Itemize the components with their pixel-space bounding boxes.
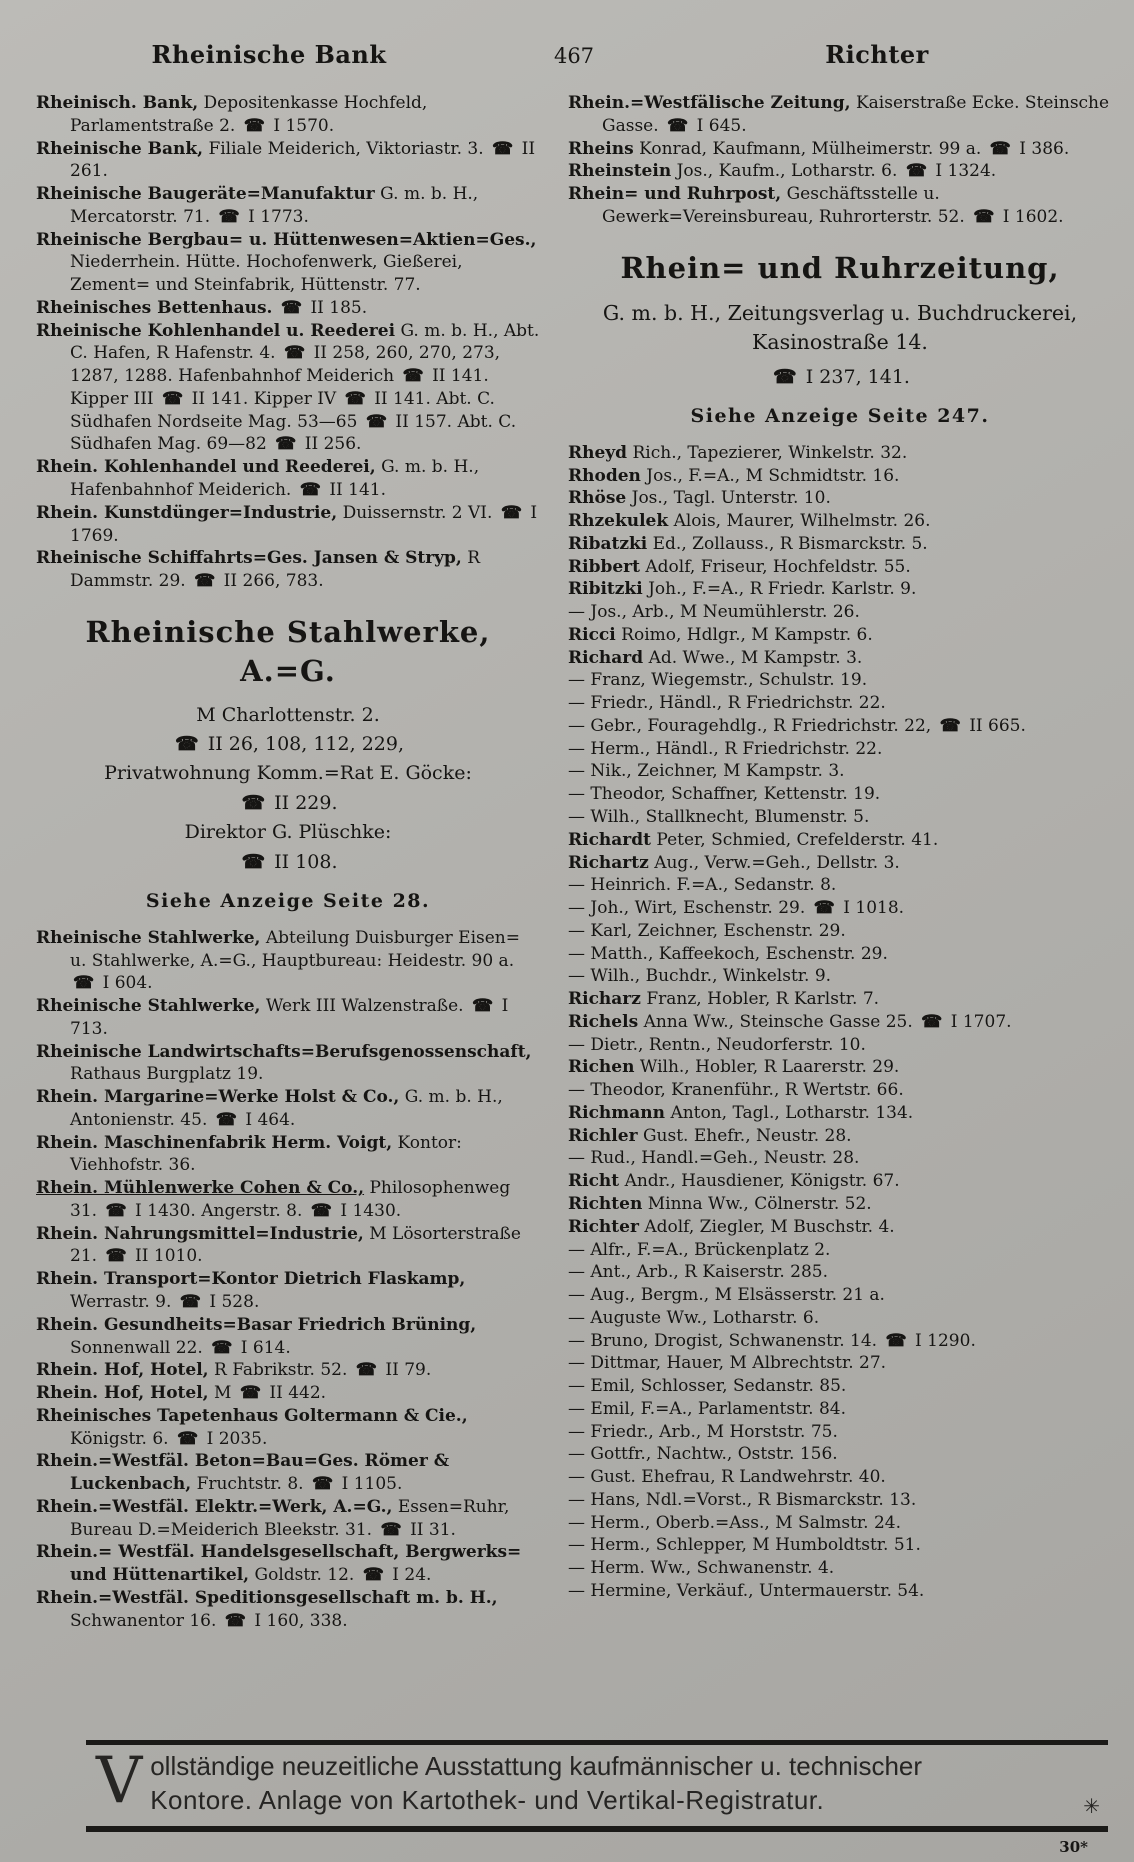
phone-icon: ☎ bbox=[243, 115, 265, 136]
page-number: 467 bbox=[553, 44, 595, 68]
phone-icon: ☎ bbox=[773, 365, 797, 388]
directory-entry: Rheinische Bank, Filiale Meiderich, Viktoriastr. 3. ☎ II 261. bbox=[36, 138, 536, 182]
directory-entry: — Herm., Oberb.=Ass., M Salmstr. 24. bbox=[568, 1512, 902, 1533]
entry-name: Rhein.=Westfäl. Elektr.=Werk, A.=G., bbox=[36, 1496, 393, 1517]
directory-entry: Rheinstein Jos., Kaufm., Lotharstr. 6. ☎ I 1324. bbox=[568, 161, 997, 182]
entry-name: Rheinische Stahlwerke, bbox=[36, 927, 261, 948]
phone-icon: ☎ bbox=[885, 1330, 907, 1351]
directory-entry: Rheinische Kohlenhandel u. Reederei G. m. b. H., Abt. C. Hafen, R Hafenstr. 4. ☎ II 258, 260, 270, 273, 1287, 1288. Hafenbahnhof Meiderich ☎ II 141. Kipper III ☎ II 141. Kipper IV ☎ II 141. Abt. C. Südhafen Nordseite Mag. 53—65 ☎ II 157. Abt. C. Südhafen Mag. 69—82 ☎ II 256. bbox=[36, 320, 540, 455]
directory-entry: — Theodor, Schaffner, Kettenstr. 19. bbox=[568, 784, 881, 805]
display-line: Siehe Anzeige Seite 28. bbox=[145, 890, 431, 913]
directory-entry: — Joh., Wirt, Eschenstr. 29. ☎ I 1018. bbox=[568, 898, 905, 919]
directory-entry: Rheinische Schiffahrts=Ges. Jansen & Stryp, R Dammstr. 29. ☎ II 266, 783. bbox=[36, 548, 481, 592]
left-column bbox=[36, 92, 540, 1740]
directory-entry: Rhein= und Ruhrpost, Geschäftsstelle u. Gewerk=Vereinsbureau, Ruhrorterstr. 52. ☎ I 1602. bbox=[568, 184, 1064, 227]
directory-entry: — Rud., Handl.=Geh., Neustr. 28. bbox=[568, 1148, 860, 1169]
directory-entry: — Theodor, Kranenführ., R Wertstr. 66. bbox=[568, 1080, 904, 1101]
directory-entry: Rhein. Hof, Hotel, M ☎ II 442. bbox=[36, 1383, 327, 1404]
phone-icon: ☎ bbox=[355, 1360, 377, 1381]
phone-icon: ☎ bbox=[224, 1610, 246, 1631]
column-gap bbox=[540, 92, 568, 1740]
entry-name: Rheinische Baugeräte=Manufaktur bbox=[36, 184, 375, 205]
header-left-keyword: Rheinische Bank bbox=[151, 40, 387, 69]
phone-icon: ☎ bbox=[162, 388, 184, 409]
directory-entry: Ribatzki Ed., Zollauss., R Bismarckstr. 5. bbox=[568, 533, 928, 554]
phone-icon: ☎ bbox=[177, 1428, 199, 1449]
phone-icon: ☎ bbox=[667, 115, 689, 136]
phone-icon: ☎ bbox=[299, 480, 321, 501]
directory-entry: Richmann Anton, Tagl., Lotharstr. 134. bbox=[568, 1102, 914, 1123]
directory-entry: Rhoden Jos., F.=A., M Schmidtstr. 16. bbox=[568, 465, 900, 486]
entry-name: Rhein.=Westfäl. Beton=Bau=Ges. Römer & Luckenbach, bbox=[36, 1451, 450, 1495]
entry-name: Rhein. Mühlenwerke Cohen & Co., bbox=[36, 1178, 365, 1199]
phone-icon: ☎ bbox=[500, 502, 522, 523]
directory-entry: Rheinisches Tapetenhaus Goltermann & Cie., Königstr. 6. ☎ I 2035. bbox=[36, 1405, 468, 1449]
phone-icon: ☎ bbox=[239, 1383, 261, 1404]
directory-entry: Rhöse Jos., Tagl. Unterstr. 10. bbox=[568, 488, 831, 509]
directory-entry: — Herm. Ww., Schwanenstr. 4. bbox=[568, 1558, 835, 1579]
directory-entry: Rhein. Kunstdünger=Industrie, Duissernstr. 2 VI. ☎ I 1769. bbox=[36, 502, 538, 546]
phone-icon: ☎ bbox=[241, 850, 266, 873]
directory-entry: Rhein.=Westfäl. Elektr.=Werk, A.=G., Essen=Ruhr, Bureau D.=Meiderich Bleekstr. 31. ☎ II 31. bbox=[36, 1496, 510, 1540]
entry-name: Rheinische Stahlwerke, bbox=[36, 996, 261, 1017]
display-heading: Rheinische Stahlwerke, A.=G. bbox=[85, 614, 491, 688]
directory-entry: — Heinrich. F.=A., Sedanstr. 8. bbox=[568, 875, 837, 896]
phone-icon: ☎ bbox=[939, 715, 961, 736]
display-line: ☎ I 237, 141. bbox=[568, 365, 1112, 390]
directory-entry: Richarz Franz, Hobler, R Karlstr. 7. bbox=[568, 989, 880, 1010]
directory-entry: — Auguste Ww., Lotharstr. 6. bbox=[568, 1307, 820, 1328]
entry-name: Richartz bbox=[568, 852, 649, 873]
display-line: ☎ II 108. bbox=[36, 850, 540, 875]
entry-name: Rhein. Transport=Kontor Dietrich Flaskamp, bbox=[36, 1269, 466, 1290]
phone-icon: ☎ bbox=[973, 206, 995, 227]
directory-entry: Rhein. Hof, Hotel, R Fabrikstr. 52. ☎ II 79. bbox=[36, 1360, 432, 1381]
directory-entry: — Ant., Arb., R Kaiserstr. 285. bbox=[568, 1262, 829, 1283]
phone-icon: ☎ bbox=[362, 1565, 384, 1586]
directory-entry: Rhein.= Westfäl. Handelsgesellschaft, Bergwerks= und Hüttenartikel, Goldstr. 12. ☎ I 24. bbox=[36, 1542, 522, 1586]
phone-icon: ☎ bbox=[905, 161, 927, 182]
directory-entry: Rhzekulek Alois, Maurer, Wilhelmstr. 26. bbox=[568, 511, 931, 532]
entry-name: Richarz bbox=[568, 989, 641, 1010]
entry-name: Richels bbox=[568, 1011, 639, 1032]
entry-name: Rhein. Nahrungsmittel=Industrie, bbox=[36, 1223, 364, 1244]
directory-entry: — Dittmar, Hauer, M Albrechtstr. 27. bbox=[568, 1353, 887, 1374]
directory-entry: — Dietr., Rentn., Neudorferstr. 10. bbox=[568, 1034, 866, 1055]
phone-icon: ☎ bbox=[215, 1109, 237, 1130]
directory-entry: — Matth., Kaffeekoch, Eschenstr. 29. bbox=[568, 943, 888, 964]
directory-entry: Rhein.=Westfäl. Speditionsgesellschaft m. b. H., Schwanentor 16. ☎ I 160, 338. bbox=[36, 1587, 498, 1631]
phone-icon: ☎ bbox=[280, 297, 303, 318]
directory-entry: — Jos., Arb., M Neumühlerstr. 26. bbox=[568, 602, 860, 623]
directory-entry: — Franz, Wiegemstr., Schulstr. 19. bbox=[568, 670, 868, 691]
entry-name: Rhein.= Westfäl. Handelsgesellschaft, Bergwerks= und Hüttenartikel, bbox=[36, 1542, 522, 1586]
phone-icon: ☎ bbox=[179, 1291, 201, 1312]
display-heading: Rhein= und Ruhrzeitung, bbox=[620, 250, 1060, 285]
phone-icon: ☎ bbox=[211, 1337, 233, 1358]
directory-entry: — Gust. Ehefrau, R Landwehrstr. 40. bbox=[568, 1467, 886, 1488]
entry-name: Rhoden bbox=[568, 465, 641, 486]
directory-entry: — Friedr., Arb., M Horststr. 75. bbox=[568, 1421, 838, 1442]
page-header bbox=[34, 40, 1110, 69]
display-line: M Charlottenstr. 2. bbox=[196, 703, 380, 726]
directory-entry: — Gebr., Fouragehdlg., R Friedrichstr. 22, ☎ II 665. bbox=[568, 715, 1026, 736]
directory-entry: — Nik., Zeichner, M Kampstr. 3. bbox=[568, 761, 845, 782]
directory-entry: — Gottfr., Nachtw., Oststr. 156. bbox=[568, 1444, 838, 1465]
entry-name: Richen bbox=[568, 1057, 635, 1078]
phone-icon: ☎ bbox=[921, 1011, 943, 1032]
directory-entry: Rhein. Nahrungsmittel=Industrie, M Lösorterstraße 21. ☎ II 1010. bbox=[36, 1223, 521, 1267]
phone-icon: ☎ bbox=[275, 434, 297, 455]
directory-entry: Richels Anna Ww., Steinsche Gasse 25. ☎ I 1707. bbox=[568, 1011, 1012, 1032]
entry-name: Rheyd bbox=[568, 442, 628, 463]
directory-entry: — Hermine, Verkäuf., Untermauerstr. 54. bbox=[568, 1581, 925, 1602]
entry-name: Rheins bbox=[568, 138, 634, 159]
directory-entry: Ribbert Adolf, Friseur, Hochfeldstr. 55. bbox=[568, 556, 911, 577]
entry-name: Ribatzki bbox=[568, 533, 648, 554]
directory-entry: Rheyd Rich., Tapezierer, Winkelstr. 32. bbox=[568, 442, 908, 463]
display-line: G. m. b. H., Zeitungsverlag u. Buchdruckerei, Kasinostraße 14. bbox=[602, 301, 1078, 355]
directory-entry: Rheinische Bergbau= u. Hüttenwesen=Aktien=Ges., Niederrhein. Hütte. Hochofenwerk, Gießerei, Zement= und Steinfabrik, Hüttenstr. 77. bbox=[36, 229, 537, 296]
entry-name: Rhein. Maschinenfabrik Herm. Voigt, bbox=[36, 1132, 393, 1153]
entry-name: Rheinische Bank, bbox=[36, 138, 204, 159]
entry-name: Rhein.=Westfäl. Speditionsgesellschaft m. b. H., bbox=[36, 1587, 498, 1608]
entry-name: Rheinische Landwirtschafts=Berufsgenossenschaft, bbox=[36, 1041, 532, 1062]
directory-entry: — Wilh., Stallknecht, Blumenstr. 5. bbox=[568, 806, 870, 827]
phone-icon: ☎ bbox=[380, 1519, 402, 1540]
entry-name: Richt bbox=[568, 1171, 620, 1192]
directory-entry: Rhein.=Westfäl. Beton=Bau=Ges. Römer & Luckenbach, Fruchtstr. 8. ☎ I 1105. bbox=[36, 1451, 450, 1495]
entry-name: Richten bbox=[568, 1194, 643, 1214]
directory-entry: — Bruno, Drogist, Schwanenstr. 14. ☎ I 1290. bbox=[568, 1330, 976, 1351]
entry-name: Richardt bbox=[568, 829, 652, 850]
entry-name: Rhein.=Westfälische Zeitung, bbox=[568, 93, 851, 113]
sheet-signature-mark: 30* bbox=[1059, 1838, 1088, 1856]
display-line: Privatwohnung Komm.=Rat E. Göcke: bbox=[104, 762, 472, 785]
directory-entry: — Hans, Ndl.=Vorst., R Bismarckstr. 13. bbox=[568, 1489, 917, 1510]
entry-name: Rhein. Margarine=Werke Holst & Co., bbox=[36, 1087, 400, 1108]
entry-name: Rheinische Kohlenhandel u. Reederei bbox=[36, 320, 396, 341]
directory-entry: — Emil, Schlosser, Sedanstr. 85. bbox=[568, 1376, 847, 1397]
phone-icon: ☎ bbox=[311, 1474, 334, 1495]
directory-entry: Richten Minna Ww., Cölnerstr. 52. bbox=[568, 1194, 872, 1214]
entry-name: Rheinstein bbox=[568, 161, 672, 182]
footer-dropcap-initial: V bbox=[96, 1744, 143, 1818]
directory-entry: Richardt Peter, Schmied, Crefelderstr. 41. bbox=[568, 829, 939, 850]
phone-icon: ☎ bbox=[105, 1246, 127, 1267]
header-right-keyword: Richter bbox=[825, 40, 929, 69]
phone-icon: ☎ bbox=[989, 138, 1011, 159]
right-column bbox=[568, 92, 1112, 1740]
entry-name: Rheinische Bergbau= u. Hüttenwesen=Aktien=Ges., bbox=[36, 229, 537, 250]
directory-entry: Richler Gust. Ehefr., Neustr. 28. bbox=[568, 1125, 852, 1146]
directory-entry: Richen Wilh., Hobler, R Laarerstr. 29. bbox=[568, 1057, 900, 1078]
directory-entry: — Alfr., F.=A., Brückenplatz 2. bbox=[568, 1239, 831, 1260]
entry-name: Rhein. Kohlenhandel und Reederei, bbox=[36, 457, 376, 478]
columns bbox=[36, 92, 1112, 1740]
directory-entry: Rheinische Baugeräte=Manufaktur G. m. b. H., Mercatorstr. 71. ☎ I 1773. bbox=[36, 184, 479, 227]
entry-name: Rhein. Hof, Hotel, bbox=[36, 1383, 209, 1404]
footer-ad bbox=[86, 1740, 1108, 1832]
entry-name: Rhzekulek bbox=[568, 511, 669, 532]
display-line: ☎ II 229. bbox=[36, 791, 540, 816]
directory-entry: — Karl, Zeichner, Eschenstr. 29. bbox=[568, 920, 846, 941]
directory-entry: Rhein. Margarine=Werke Holst & Co., G. m. b. H., Antonienstr. 45. ☎ I 464. bbox=[36, 1087, 503, 1130]
phone-icon: ☎ bbox=[365, 411, 387, 432]
display-line: ☎ II 26, 108, 112, 229, bbox=[36, 732, 540, 757]
directory-entry: Rheinisch. Bank, Depositenkasse Hochfeld, Parlamentstraße 2. ☎ I 1570. bbox=[36, 93, 428, 136]
phone-icon: ☎ bbox=[344, 388, 366, 409]
display-line: Siehe Anzeige Seite 247. bbox=[690, 405, 990, 428]
entry-name: Rhein. Hof, Hotel, bbox=[36, 1360, 209, 1381]
directory-entry: — Herm., Händl., R Friedrichstr. 22. bbox=[568, 738, 883, 759]
directory-entry: Rhein. Kohlenhandel und Reederei, G. m. b. H., Hafenbahnhof Meiderich. ☎ II 141. bbox=[36, 457, 480, 501]
directory-entry: — Friedr., Händl., R Friedrichstr. 22. bbox=[568, 693, 886, 714]
directory-entry: Richt Andr., Hausdiener, Königstr. 67. bbox=[568, 1171, 900, 1192]
entry-name: Rheinisches Bettenhaus. bbox=[36, 297, 273, 318]
entry-name: Rheinisch. Bank, bbox=[36, 93, 199, 113]
phone-icon: ☎ bbox=[472, 996, 494, 1017]
entry-name: Rheinisches Tapetenhaus Goltermann & Cie., bbox=[36, 1405, 468, 1426]
phone-icon: ☎ bbox=[402, 366, 424, 387]
directory-entry: — Aug., Bergm., M Elsässerstr. 21 a. bbox=[568, 1285, 885, 1306]
display-line: Direktor G. Plüschke: bbox=[184, 821, 392, 844]
directory-entry: Richartz Aug., Verw.=Geh., Dellstr. 3. bbox=[568, 852, 900, 873]
phone-icon: ☎ bbox=[105, 1200, 127, 1221]
entry-name: Richmann bbox=[568, 1102, 666, 1123]
entry-name: Rhöse bbox=[568, 488, 627, 509]
directory-entry: Rhein. Gesundheits=Basar Friedrich Brüning, Sonnenwall 22. ☎ I 614. bbox=[36, 1314, 477, 1358]
phone-icon: ☎ bbox=[218, 206, 240, 227]
directory-entry: Rhein. Transport=Kontor Dietrich Flaskamp, Werrastr. 9. ☎ I 528. bbox=[36, 1269, 466, 1312]
entry-name: Rheinische Schiffahrts=Ges. Jansen & Stryp, bbox=[36, 548, 462, 569]
directory-entry: — Herm., Schlepper, M Humboldtstr. 51. bbox=[568, 1535, 921, 1556]
entry-name: Rhein= und Ruhrpost, bbox=[568, 184, 782, 205]
directory-entry: Rheinische Landwirtschafts=Berufsgenossenschaft, Rathaus Burgplatz 19. bbox=[36, 1041, 532, 1085]
phone-icon: ☎ bbox=[310, 1200, 332, 1221]
directory-entry: Rhein.=Westfälische Zeitung, Kaiserstraße Ecke. Steinsche Gasse. ☎ I 645. bbox=[568, 93, 1110, 136]
entry-name: Ricci bbox=[568, 624, 616, 645]
footer-ad-line-2: Kontore. Anlage von Kartothek- und Vertikal-Registratur. bbox=[150, 1785, 825, 1815]
entry-name: Rhein. Gesundheits=Basar Friedrich Brüning, bbox=[36, 1314, 477, 1335]
entry-name: Richter bbox=[568, 1216, 639, 1237]
phone-icon: ☎ bbox=[194, 571, 216, 592]
phone-icon: ☎ bbox=[813, 898, 835, 919]
directory-entry: — Wilh., Buchdr., Winkelstr. 9. bbox=[568, 966, 832, 987]
directory-entry: Rheins Konrad, Kaufmann, Mülheimerstr. 99 a. ☎ I 386. bbox=[568, 138, 1070, 159]
directory-entry: Rhein. Mühlenwerke Cohen & Co., Philosophenweg 31. ☎ I 1430. Angerstr. 8. ☎ I 1430. bbox=[36, 1178, 511, 1221]
phone-icon: ☎ bbox=[284, 343, 306, 364]
phone-icon: ☎ bbox=[73, 973, 95, 994]
directory-entry: Rheinisches Bettenhaus. ☎ II 185. bbox=[36, 297, 368, 318]
directory-entry: Rheinische Stahlwerke, Abteilung Duisburger Eisen= u. Stahlwerke, A.=G., Hauptbureau: Heidestr. 90 a. ☎ I 604. bbox=[36, 927, 520, 994]
phone-icon: ☎ bbox=[492, 138, 514, 159]
directory-entry: Rhein. Maschinenfabrik Herm. Voigt, Kontor: Viehhofstr. 36. bbox=[36, 1132, 462, 1176]
entry-name: Ribitzki bbox=[568, 579, 643, 600]
directory-entry: Richter Adolf, Ziegler, M Buschstr. 4. bbox=[568, 1216, 895, 1237]
directory-entry: Rheinische Stahlwerke, Werk III Walzenstraße. ☎ I 713. bbox=[36, 996, 509, 1039]
directory-entry: Richard Ad. Wwe., M Kampstr. 3. bbox=[568, 647, 863, 668]
directory-entry: — Emil, F.=A., Parlamentstr. 84. bbox=[568, 1398, 847, 1419]
directory-entry: Ricci Roimo, Hdlgr., M Kampstr. 6. bbox=[568, 624, 873, 645]
entry-name: Rhein. Kunstdünger=Industrie, bbox=[36, 502, 338, 523]
directory-entry: Ribitzki Joh., F.=A., R Friedr. Karlstr. 9. bbox=[568, 579, 917, 600]
entry-name: Richler bbox=[568, 1125, 638, 1146]
ornament-icon: ✳ bbox=[1083, 1794, 1100, 1818]
entry-name: Richard bbox=[568, 647, 644, 668]
entry-name: Ribbert bbox=[568, 556, 640, 577]
phone-icon: ☎ bbox=[174, 733, 199, 756]
footer-ad-line-1: ollständige neuzeitliche Ausstattung kaufmännischer u. technischer bbox=[150, 1751, 923, 1781]
phone-icon: ☎ bbox=[241, 791, 266, 814]
